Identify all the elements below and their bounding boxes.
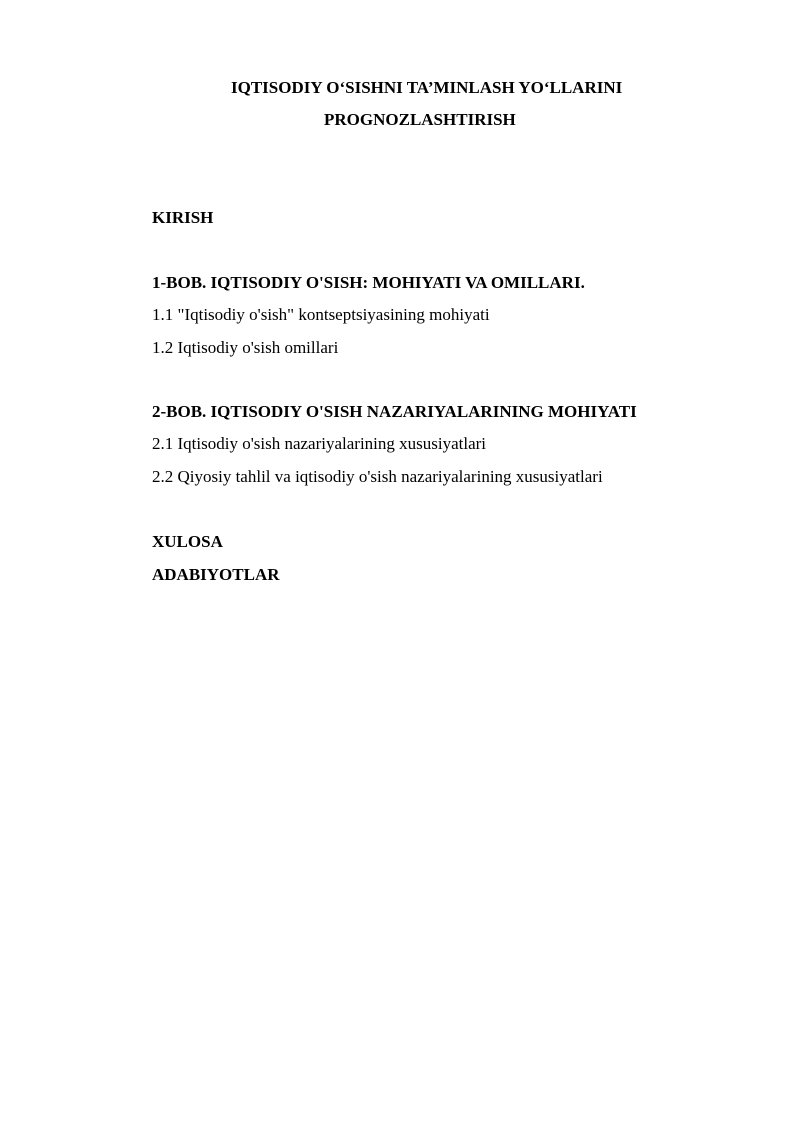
toc-introduction: KIRISH [152, 208, 214, 227]
document-title-line-2: PROGNOZLASHTIRISH [324, 110, 516, 129]
toc-chapter-2-heading: 2-BOB. IQTISODIY O'SISH NAZARIYALARINING MOHIYATI [152, 402, 637, 421]
toc-conclusion: XULOSA [152, 532, 223, 551]
toc-section-2-1: 2.1 Iqtisodiy o'sish nazariyalarining xususiyatlari [152, 434, 487, 453]
toc-section-1-2: 1.2 Iqtisodiy o'sish omillari [152, 338, 339, 357]
toc-chapter-1-heading: 1-BOB. IQTISODIY O'SISH: MOHIYATI VA OMILLARI. [152, 273, 585, 292]
toc-references: ADABIYOTLAR [152, 565, 280, 584]
document-title-line-1: IQTISODIY O‘SISHNI TA’MINLASH YO‘LLARINI [231, 78, 623, 97]
toc-section-1-1: 1.1 "Iqtisodiy o'sish" kontseptsiyasining mohiyati [152, 305, 490, 324]
toc-section-2-2: 2.2 Qiyosiy tahlil va iqtisodiy o'sish nazariyalarining xususiyatlari [152, 467, 603, 486]
